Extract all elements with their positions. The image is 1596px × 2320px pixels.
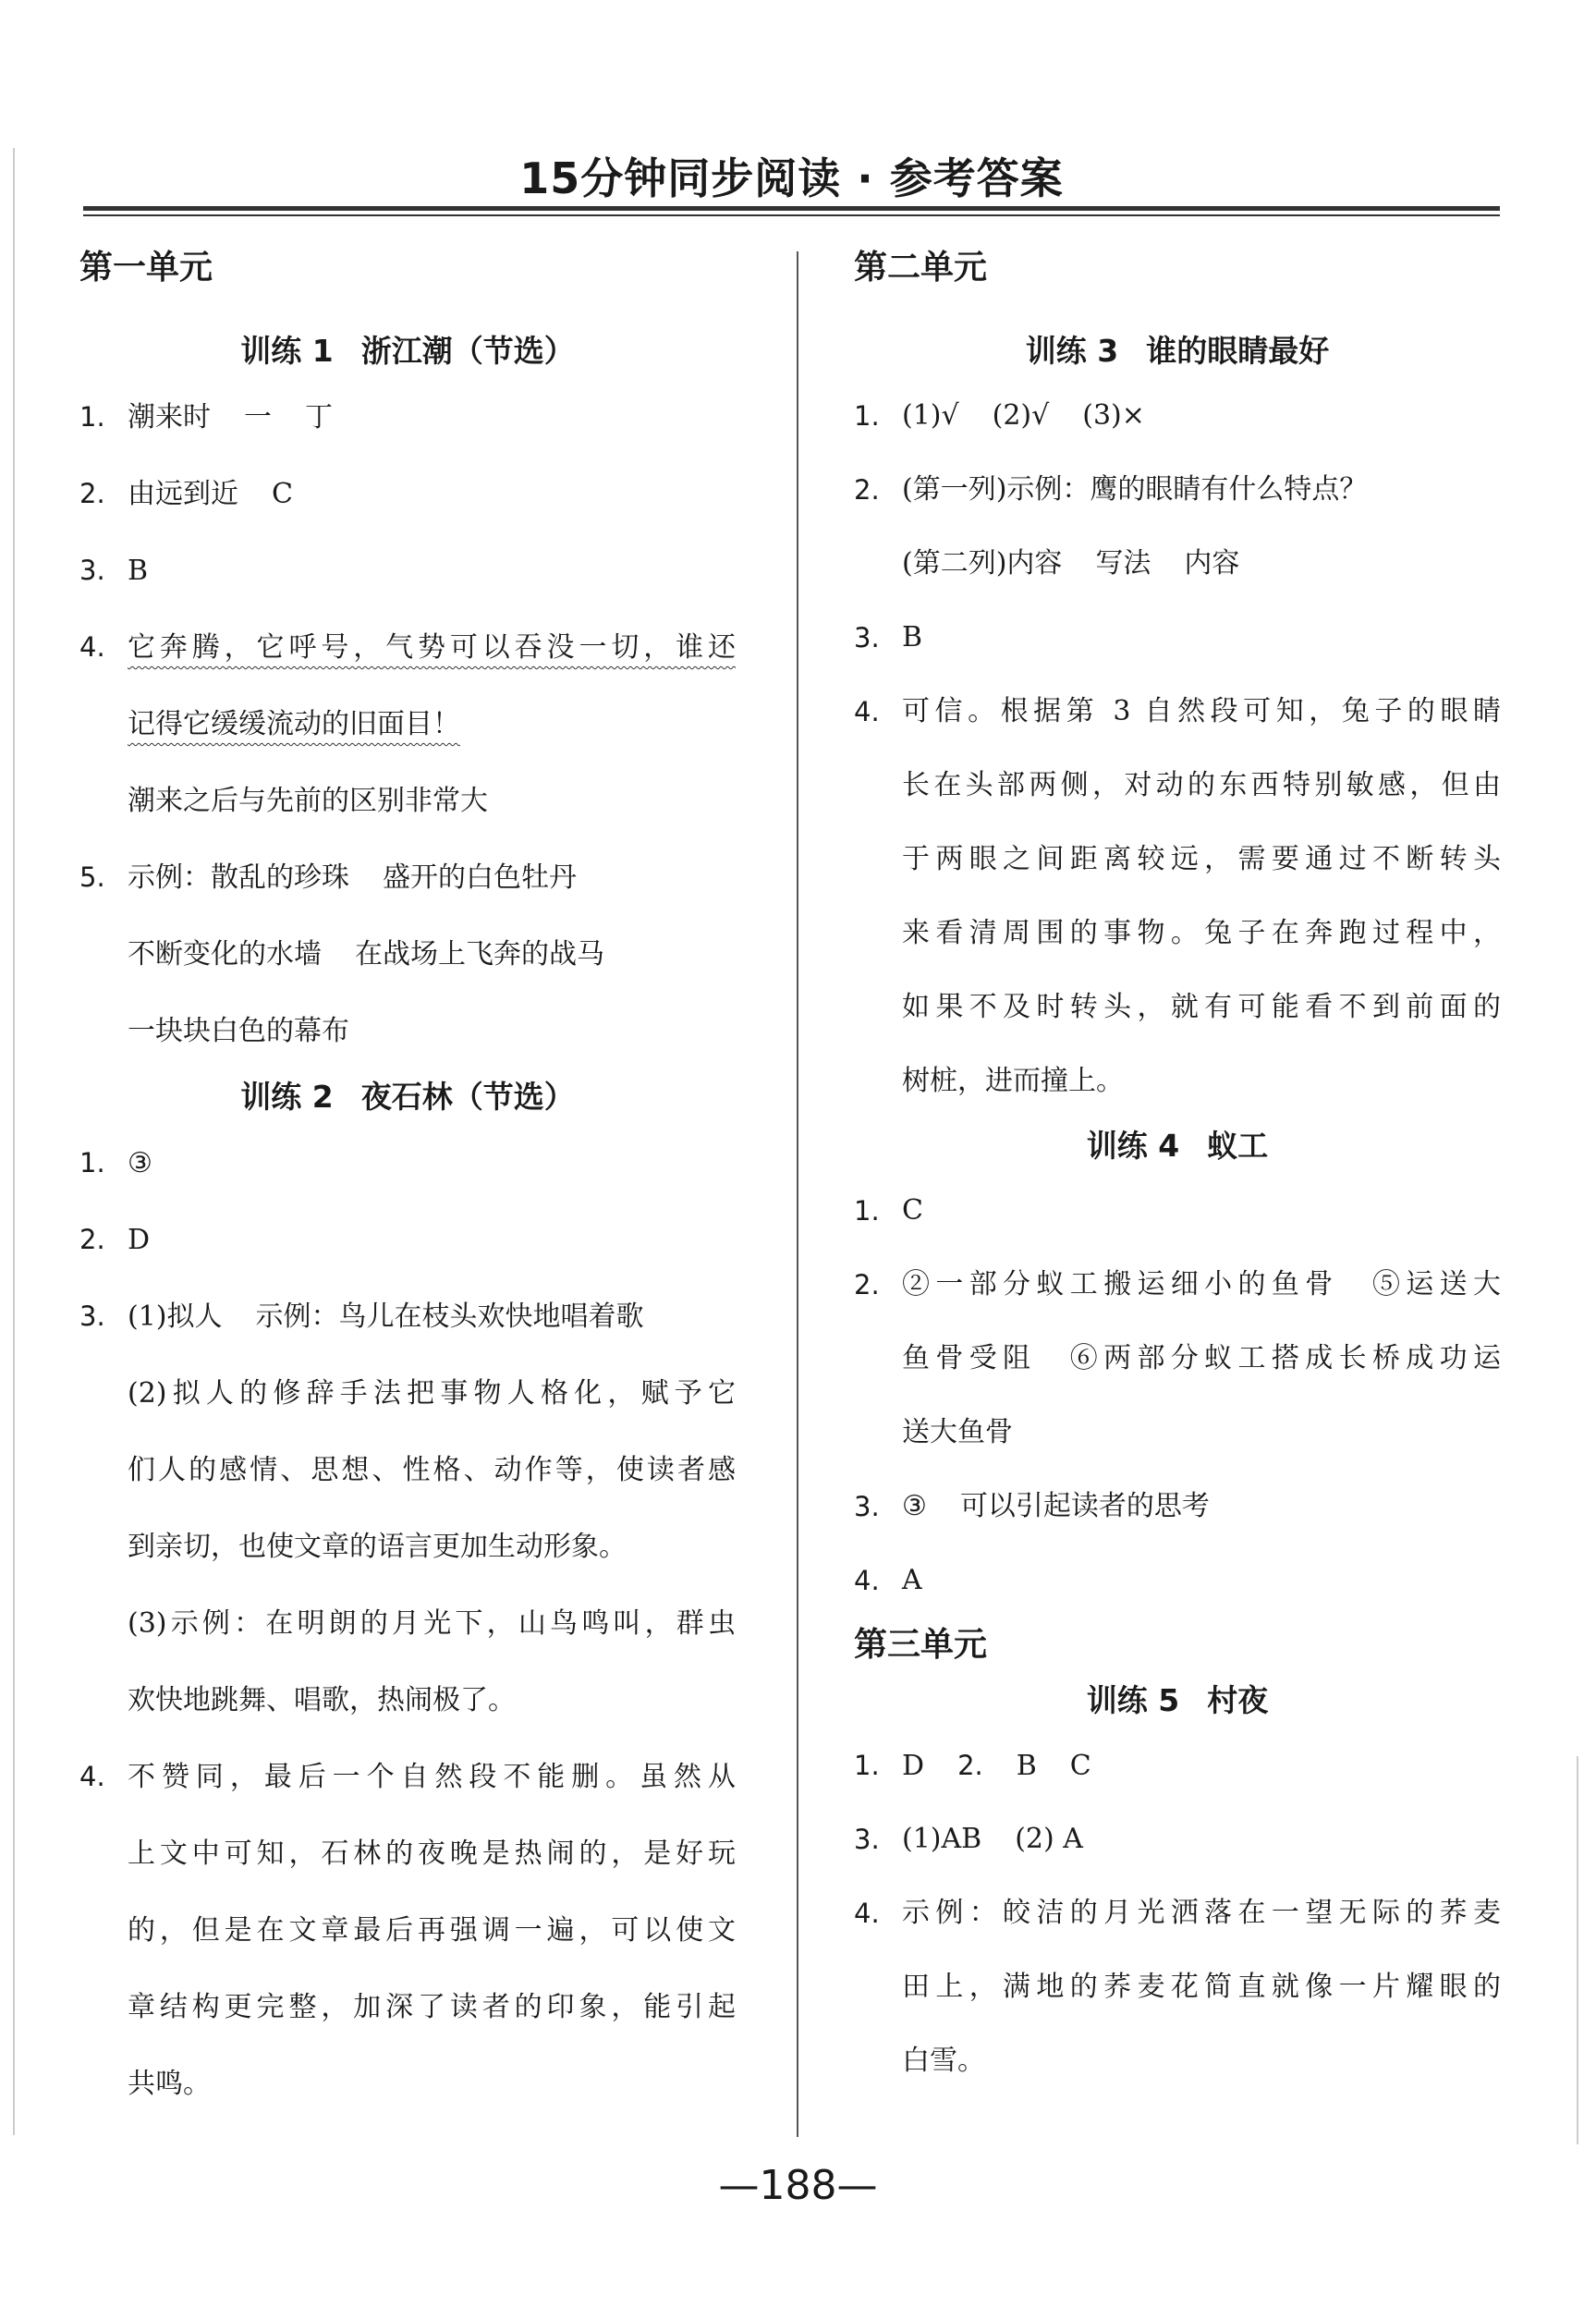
binding-edge-right [1577, 1756, 1578, 2144]
question-item [854, 1248, 1501, 1470]
question-item [79, 1739, 736, 2122]
question-number: 1. [854, 400, 880, 432]
unit-heading: 第二单元 [854, 249, 988, 287]
question-item [854, 1544, 1501, 1618]
answer-part: (1)√ [902, 399, 959, 432]
question-number: 4. [854, 696, 880, 727]
question-number: 4. [854, 1898, 880, 1929]
question-item [79, 839, 736, 1069]
answer-line: B [902, 621, 923, 653]
training-label: 训练 5 [1086, 1682, 1180, 1718]
answer-part: 潮来时 [128, 401, 211, 433]
answer-part: 丁 [305, 401, 333, 433]
wavy-underlined-text: 它奔腾，它呼号，气势可以吞没一切，谁还 [128, 631, 736, 664]
answer-line: (3)示例：在明朗的月光下，山鸟鸣叫，群虫 [128, 1607, 736, 1640]
training-heading [854, 1673, 1501, 1728]
answer-line: 潮来之后与先前的区别非常大 [128, 785, 488, 817]
question-number: 4. [79, 631, 105, 663]
answer-part: 内容 [1184, 547, 1240, 580]
answer-part: C [1069, 1750, 1091, 1782]
training-heading [854, 1118, 1501, 1174]
answer-part: (1)拟人 [128, 1300, 223, 1333]
question-item [854, 1174, 1501, 1248]
answer-part: 在战场上飞奔的战马 [355, 938, 604, 971]
answer-line [128, 916, 736, 993]
answer-line: 示例：皎洁的月光洒落在一望无际的荞麦 [902, 1897, 1501, 1929]
answer-line [128, 686, 736, 763]
answer-part: 盛开的白色牡丹 [383, 861, 577, 894]
answer-line [128, 609, 736, 686]
training-label: 训练 2 [240, 1079, 334, 1115]
page-number: —188— [718, 2162, 878, 2209]
answer-part: (3)× [1082, 399, 1145, 432]
answer-line: 一块块白色的幕布 [128, 1015, 349, 1047]
answer-line [902, 379, 1501, 453]
question-number: 3. [79, 1300, 105, 1332]
question-number: 1. [854, 1750, 880, 1781]
answer-part: 写法 [1095, 547, 1151, 580]
question-number: 2. [79, 478, 105, 509]
answer-line: 来看清周围的事物。兔子在奔跑过程中， [902, 917, 1501, 949]
question-number: 2. [79, 1224, 105, 1255]
training-label: 训练 3 [1025, 333, 1119, 369]
question-item [854, 1802, 1501, 1876]
answer-line [902, 1802, 1501, 1876]
question-item [79, 532, 736, 609]
question-item [854, 379, 1501, 453]
training-label: 训练 4 [1086, 1128, 1180, 1164]
question-item [854, 675, 1501, 1118]
question-number: 3. [854, 622, 880, 653]
question-number: 4. [79, 1761, 105, 1792]
answer-part: (第二列)内容 [902, 547, 1063, 580]
question-item [854, 1728, 1501, 1802]
question-number: 3. [854, 1491, 880, 1522]
training-label: 训练 1 [240, 333, 334, 369]
answer-part: 由远到近 [128, 478, 238, 510]
answer-line: 可信。根据第 3 自然段可知，兔子的眼睛 [902, 695, 1501, 727]
answer-line: 们人的感情、思想、性格、动作等，使读者感 [128, 1454, 736, 1486]
answer-line: ②一部分蚁工搬运细小的鱼骨 ⑤运送大 [902, 1268, 1501, 1300]
answer-line: D [128, 1224, 151, 1256]
answer-part: D [902, 1750, 925, 1782]
binding-edge-left [13, 148, 15, 2135]
question-number: 3. [854, 1824, 880, 1855]
training-title: 村夜 [1207, 1682, 1269, 1718]
answer-line: 不赞同，最后一个自然段不能删。虽然从 [128, 1761, 736, 1793]
answer-line: 的，但是在文章最后再强调一遍，可以使文 [128, 1914, 736, 1947]
training-title: 浙江潮（节选） [360, 333, 575, 369]
training-title: 谁的眼睛最好 [1146, 333, 1330, 369]
answer-part: B [1016, 1750, 1037, 1782]
training-heading [79, 324, 736, 379]
question-item [79, 456, 736, 532]
answer-line: 白雪。 [902, 2045, 985, 2077]
answer-part: 不断变化的水墙 [128, 938, 322, 971]
training-title: 夜石林（节选） [360, 1079, 575, 1115]
page-title: 15分钟同步阅读 · 参考答案 [519, 153, 1064, 203]
question-number: 2. [854, 474, 880, 506]
answer-line: 长在头部两侧，对动的东西特别敏感，但由 [902, 769, 1501, 801]
question-number: 1. [854, 1195, 880, 1227]
answer-line: A [902, 1564, 922, 1596]
answer-line [128, 1278, 736, 1355]
answer-line: 欢快地跳舞、唱歌，热闹极了。 [128, 1684, 516, 1716]
training-title: 蚁工 [1207, 1128, 1269, 1164]
answer-line: 到亲切，也使文章的语言更加生动形象。 [128, 1531, 627, 1563]
unit-heading: 第三单元 [854, 1626, 988, 1664]
answer-line [128, 379, 736, 456]
answer-part: (2) A [1015, 1823, 1083, 1855]
answer-line [128, 839, 736, 916]
answer-line: 树桩，进而撞上。 [902, 1065, 1124, 1097]
training-heading [79, 1069, 736, 1125]
answer-line: 章结构更完整，加深了读者的印象，能引起 [128, 1991, 736, 2023]
question-item [854, 601, 1501, 675]
answer-line: (第一列)示例：鹰的眼睛有什么特点？ [902, 473, 1368, 506]
answer-part: 示例：散乱的珍珠 [128, 861, 349, 894]
question-item [79, 609, 736, 839]
question-number: 4. [854, 1565, 880, 1596]
question-number: 2. [854, 1269, 880, 1300]
answer-line: 送大鱼骨 [902, 1416, 1013, 1448]
question-item [854, 1876, 1501, 2098]
answer-line [902, 1728, 1501, 1802]
answer-line: 如果不及时转头，就有可能看不到前面的 [902, 991, 1501, 1023]
left-column [79, 240, 736, 2122]
answer-line: 上文中可知，石林的夜晚是热闹的，是好玩 [128, 1838, 736, 1870]
question-item [854, 453, 1501, 601]
answer-line: 田上，满地的荞麦花简直就像一片耀眼的 [902, 1971, 1501, 2003]
title-rule-thin [83, 214, 1500, 216]
answer-line: B [128, 555, 149, 587]
question-number: 2. [957, 1750, 983, 1781]
question-item [79, 379, 736, 456]
answer-line: 共鸣。 [128, 2068, 211, 2100]
answer-line: C [902, 1194, 923, 1227]
answer-line [902, 1470, 1501, 1544]
answer-line [128, 456, 736, 532]
answer-part: 可以引起读者的思考 [959, 1490, 1210, 1522]
title-rule [83, 206, 1500, 211]
column-divider [797, 251, 798, 2137]
question-number: 3. [79, 555, 105, 586]
question-item [854, 1470, 1501, 1544]
answer-part: C [272, 478, 293, 510]
question-item [79, 1202, 736, 1278]
answer-line: (2)拟人的修辞手法把事物人格化，赋予它 [128, 1377, 736, 1410]
answer-part: ③ [902, 1490, 927, 1522]
question-number: 5. [79, 861, 105, 893]
question-item [79, 1278, 736, 1739]
answer-part: 一 [244, 401, 272, 433]
training-heading [854, 324, 1501, 379]
answer-part: 示例：鸟儿在枝头欢快地唱着歌 [255, 1300, 644, 1333]
answer-part: (1)AB [902, 1823, 982, 1855]
wavy-underlined-text: 记得它缓缓流动的旧面目！ [128, 708, 460, 740]
answer-line [902, 527, 1501, 601]
answer-line: 于两眼之间距离较远，需要通过不断转头 [902, 843, 1501, 875]
question-number: 1. [79, 401, 105, 433]
answer-line: 鱼骨受阻 ⑥两部分蚁工搭成长桥成功运 [902, 1342, 1501, 1374]
answer-part: (2)√ [992, 399, 1050, 432]
unit-heading: 第一单元 [79, 249, 213, 287]
question-item [79, 1125, 736, 1202]
right-column [854, 240, 1501, 2098]
answer-line: ③ [128, 1147, 152, 1179]
question-number: 1. [79, 1147, 105, 1178]
